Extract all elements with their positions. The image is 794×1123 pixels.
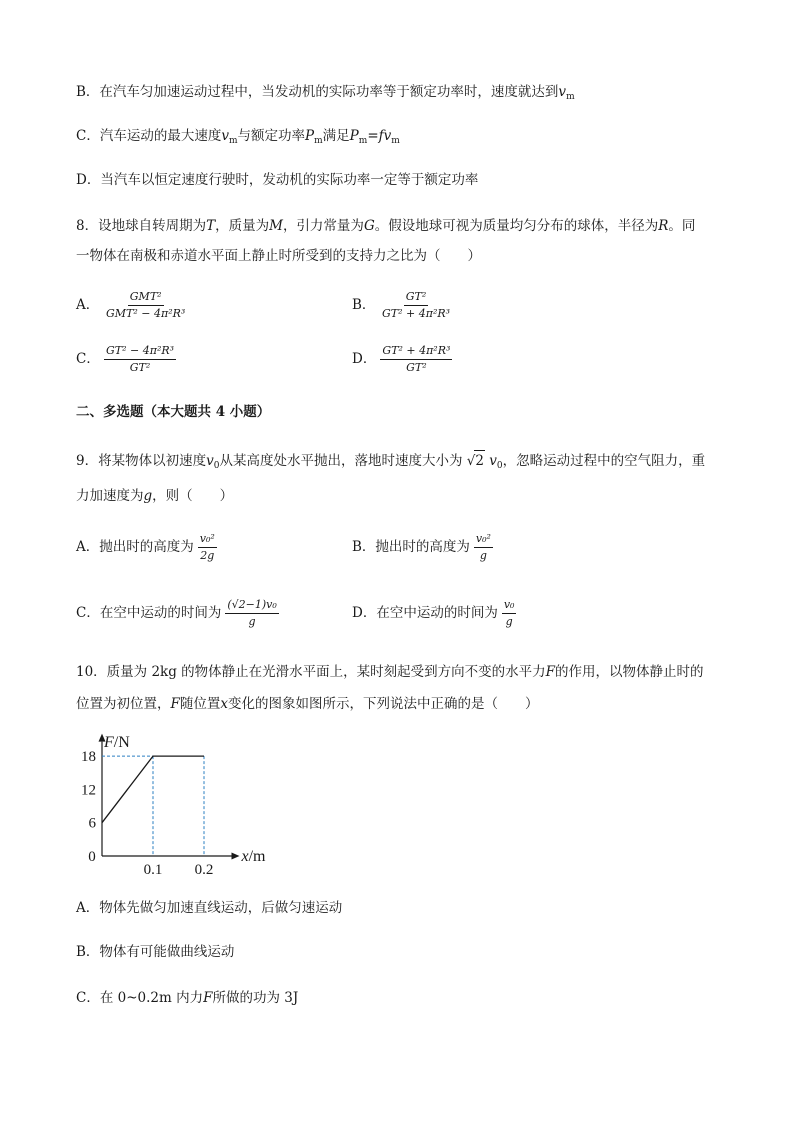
q9-option-a bbox=[76, 532, 217, 563]
y-axis-label: F/N bbox=[104, 734, 130, 751]
text-part: 位置为初位置， bbox=[76, 696, 171, 712]
y-tick-label: 6 bbox=[88, 815, 96, 832]
q9-stem-line2 bbox=[76, 486, 233, 506]
text-part: 8．设地球自转周期为 bbox=[76, 218, 207, 234]
text-part: 满足 bbox=[322, 128, 350, 144]
option-label: D． bbox=[352, 605, 377, 621]
fraction bbox=[380, 290, 452, 321]
denominator: GT² bbox=[129, 361, 151, 374]
text-part: 10．质量为 2kg 的物体静止在光滑水平面上，某时刻起受到方向不变的水平力 bbox=[76, 664, 546, 680]
text-part: 在 0~0.2m 内力 bbox=[99, 990, 204, 1006]
q9-option-d bbox=[352, 598, 516, 629]
var-sub: 0 bbox=[496, 461, 503, 471]
option-text: 抛出时的高度为 bbox=[99, 539, 194, 555]
text-part: 从某高度处水平抛出，落地时速度大小为 bbox=[219, 453, 463, 469]
text-part: ，忽略运动过程中的空气阻力，重 bbox=[502, 453, 706, 469]
denominator: g bbox=[505, 615, 513, 628]
var-sub: m bbox=[228, 136, 238, 146]
force-position-chart bbox=[76, 728, 276, 878]
fraction bbox=[474, 532, 493, 563]
option-text: 在空中运动的时间为 bbox=[99, 605, 222, 621]
option-label: D． bbox=[76, 172, 101, 188]
text-part: ，则（ ） bbox=[152, 488, 234, 504]
option-label: A． bbox=[76, 539, 100, 555]
var-r: R bbox=[658, 218, 669, 234]
q7-option-b bbox=[76, 82, 575, 107]
var-sub: m bbox=[314, 136, 323, 146]
text-part: 所做的功为 3J bbox=[212, 990, 299, 1006]
var-v: v bbox=[558, 84, 567, 100]
denominator: g bbox=[479, 549, 487, 562]
var-fv: fv bbox=[378, 128, 392, 144]
numerator: (√2−1)v₀ bbox=[225, 598, 278, 614]
var-sub: m bbox=[391, 136, 400, 146]
denominator: g bbox=[248, 615, 256, 628]
var-v: v bbox=[221, 128, 229, 144]
text-part: 随位置 bbox=[179, 696, 221, 712]
q8-option-b bbox=[352, 290, 452, 321]
q10-stem-line2 bbox=[76, 694, 539, 714]
option-label: B． bbox=[76, 944, 100, 960]
numerator: GT² − 4π²R³ bbox=[104, 344, 176, 360]
option-text: 物体先做匀加速直线运动，后做匀速运动 bbox=[99, 900, 343, 916]
equals: = bbox=[367, 128, 379, 144]
fraction bbox=[104, 344, 176, 375]
var-v0: v bbox=[489, 453, 497, 469]
text-part: ，引力常量为 bbox=[282, 218, 364, 234]
var-x: x bbox=[220, 696, 228, 712]
numerator: v₀² bbox=[474, 532, 493, 548]
x-axis-arrow bbox=[232, 853, 240, 860]
q10-option-b bbox=[76, 942, 234, 962]
text-part: 一物体在南极和赤道水平面上静止时所受到的支持力之比为（ ） bbox=[76, 248, 481, 264]
text-part: 。假设地球可视为质量均匀分布的球体，半径为 bbox=[374, 218, 659, 234]
q8-option-c bbox=[76, 344, 176, 375]
origin-label: 0 bbox=[88, 849, 96, 865]
text-part: 力加速度为 bbox=[76, 488, 144, 504]
option-label: C． bbox=[76, 605, 100, 621]
option-text: 当汽车以恒定速度行驶时，发动机的实际功率一定等于额定功率 bbox=[100, 172, 479, 188]
fraction bbox=[380, 344, 452, 375]
var-sub: m bbox=[358, 136, 368, 146]
numerator: GMT² bbox=[128, 290, 164, 306]
var-g: G bbox=[363, 218, 375, 234]
q8-stem-line2 bbox=[76, 246, 481, 266]
option-text: 在汽车匀加速运动过程中，当发动机的实际功率等于额定功率时，速度就达到 bbox=[99, 84, 559, 100]
var-sub: 0 bbox=[213, 461, 220, 471]
sqrt-radicand: 2 bbox=[474, 450, 485, 471]
var-t: T bbox=[206, 218, 216, 234]
q10-option-c bbox=[76, 988, 298, 1008]
option-text: 物体有可能做曲线运动 bbox=[99, 944, 235, 960]
option-label: B． bbox=[352, 297, 376, 313]
section-heading: 二、多选题（本大题共 4 小题） bbox=[76, 404, 271, 420]
numerator: GT² bbox=[404, 290, 429, 306]
numerator: v₀ bbox=[502, 598, 517, 614]
denominator: GMT² − 4π²R³ bbox=[106, 307, 186, 320]
var-v0: v bbox=[206, 453, 214, 469]
text-part: 9．将某物体以初速度 bbox=[76, 453, 207, 469]
option-label: A． bbox=[76, 900, 100, 916]
q8-option-d bbox=[352, 344, 452, 375]
option-text: 抛出时的高度为 bbox=[375, 539, 470, 555]
denominator: 2g bbox=[200, 549, 215, 562]
y-tick-label: 12 bbox=[81, 782, 96, 799]
fraction bbox=[225, 598, 278, 629]
var-m: M bbox=[269, 218, 283, 234]
x-tick-label: 0.2 bbox=[194, 862, 214, 878]
q8-stem-line1 bbox=[76, 216, 695, 236]
fraction bbox=[104, 290, 187, 321]
option-label: C． bbox=[76, 990, 100, 1006]
option-label: C． bbox=[76, 351, 100, 367]
y-tick-label: 18 bbox=[81, 749, 96, 766]
text-part: 与额定功率 bbox=[237, 128, 306, 144]
text-part: 汽车运动的最大速度 bbox=[99, 128, 222, 144]
text-part: 变化的图象如图所示，下列说法中正确的是（ ） bbox=[228, 696, 539, 712]
option-text: 在空中运动的时间为 bbox=[376, 605, 498, 621]
option-label: A． bbox=[76, 297, 100, 313]
var-p: P bbox=[305, 128, 315, 144]
fraction bbox=[502, 598, 517, 629]
q7-option-d bbox=[76, 170, 478, 190]
text-part: ，质量为 bbox=[215, 218, 270, 234]
numerator: GT² + 4π²R³ bbox=[380, 344, 452, 360]
var-g: g bbox=[143, 488, 153, 504]
x-axis-label: x/m bbox=[241, 848, 266, 865]
var-p: P bbox=[349, 128, 359, 144]
option-label: B． bbox=[352, 539, 376, 555]
var-f: F bbox=[545, 664, 556, 680]
q10-stem-line1 bbox=[76, 662, 704, 682]
denominator: GT² + 4π²R³ bbox=[382, 307, 451, 320]
option-label: D． bbox=[352, 351, 377, 367]
q9-option-c bbox=[76, 598, 279, 629]
q9-option-b bbox=[352, 532, 493, 563]
var-sub: m bbox=[566, 92, 575, 102]
var-f: F bbox=[203, 990, 213, 1006]
q9-stem-line1: 9．将某物体以初速度$v_0$从某高度处水平抛出，落地时速度大小为 √2 $v_0$，忽略运动过程中的空气阻力，重 bbox=[76, 450, 705, 476]
var-f: F bbox=[170, 696, 180, 712]
text-part: 。同 bbox=[668, 218, 696, 234]
q7-option-c bbox=[76, 126, 400, 151]
x-tick-label: 0.1 bbox=[143, 862, 163, 878]
option-label: C． bbox=[76, 128, 100, 144]
denominator: GT² bbox=[406, 361, 427, 374]
q8-option-a bbox=[76, 290, 187, 321]
numerator: v₀² bbox=[198, 532, 217, 548]
option-label: B． bbox=[76, 84, 100, 100]
q10-option-a bbox=[76, 898, 342, 918]
text-part: 的作用，以物体静止时的 bbox=[555, 664, 704, 680]
fraction bbox=[198, 532, 217, 563]
